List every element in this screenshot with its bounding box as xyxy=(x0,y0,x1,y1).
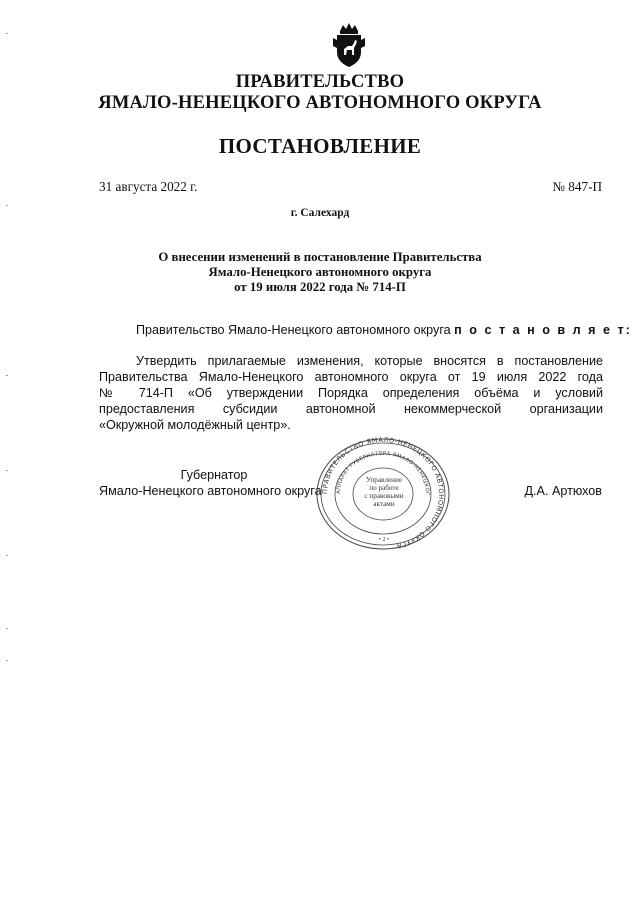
government-name-line1: ПРАВИТЕЛЬСТВО xyxy=(235,72,405,92)
decree-number: № 847-П xyxy=(552,179,602,194)
signatory-title-line1: Губернатор xyxy=(180,468,248,482)
subject-line1: О внесении изменений в постановление Правительства xyxy=(158,250,482,264)
stamp-center-line2: по работе xyxy=(369,484,399,492)
decree-date: 31 августа 2022 г. xyxy=(99,179,198,194)
preamble-resolves: п о с т а н о в л я е т: xyxy=(454,323,632,337)
decree-subject xyxy=(0,250,640,295)
preamble-text: Правительство Ямало-Ненецкого автономного округа xyxy=(136,323,455,337)
signatory-title xyxy=(99,467,322,499)
coat-of-arms-icon xyxy=(330,22,368,68)
city-name: г. Салехард xyxy=(290,207,350,219)
preamble xyxy=(136,322,632,338)
stamp-inner-text: АППАРАТ ГУБЕРНАТОРА ЯМАЛО-НЕНЕЦКОГ xyxy=(335,450,431,496)
decree-title: ПОСТАНОВЛЕНИЕ xyxy=(218,134,422,158)
body-line4: предоставления субсидии автономной некоммерческой организации xyxy=(99,402,603,416)
body-line1: Утвердить прилагаемые изменения, которые вносятся в постановление xyxy=(136,354,603,368)
body-line2: Правительства Ямало-Ненецкого автономного округа от 19 июля 2022 года xyxy=(99,370,603,384)
body-line5: «Окружной молодёжный центр». xyxy=(99,418,291,432)
official-stamp-seal xyxy=(314,437,452,551)
stamp-number: • 2 • xyxy=(378,537,390,543)
stamp-center-line1: Управление xyxy=(365,476,403,484)
stamp-outer-text: ПРАВИТЕЛЬСТВО ЯМАЛО-НЕНЕЦКОГО АВТОНОМНОГО ОКРУГА xyxy=(320,437,446,551)
signatory-name: Д.А. Артюхов xyxy=(524,484,602,498)
government-name-line2: ЯМАЛО-НЕНЕЦКОГО АВТОНОМНОГО ОКРУГА xyxy=(98,93,542,113)
signatory-title-line2: Ямало-Ненецкого автономного округа xyxy=(99,484,322,498)
decree-body xyxy=(99,353,603,433)
coat-of-arms-emblem xyxy=(330,22,368,68)
body-line3: № 714-П «Об утверждении Порядка определения объёма и условий xyxy=(99,386,603,400)
official-stamp xyxy=(314,437,452,551)
stamp-center-line3: с правовыми xyxy=(364,492,404,500)
stamp-center-line4: актами xyxy=(373,500,395,508)
subject-line2: Ямало-Ненецкого автономного округа xyxy=(208,265,432,279)
subject-line3: от 19 июля 2022 года № 714-П xyxy=(234,280,406,294)
